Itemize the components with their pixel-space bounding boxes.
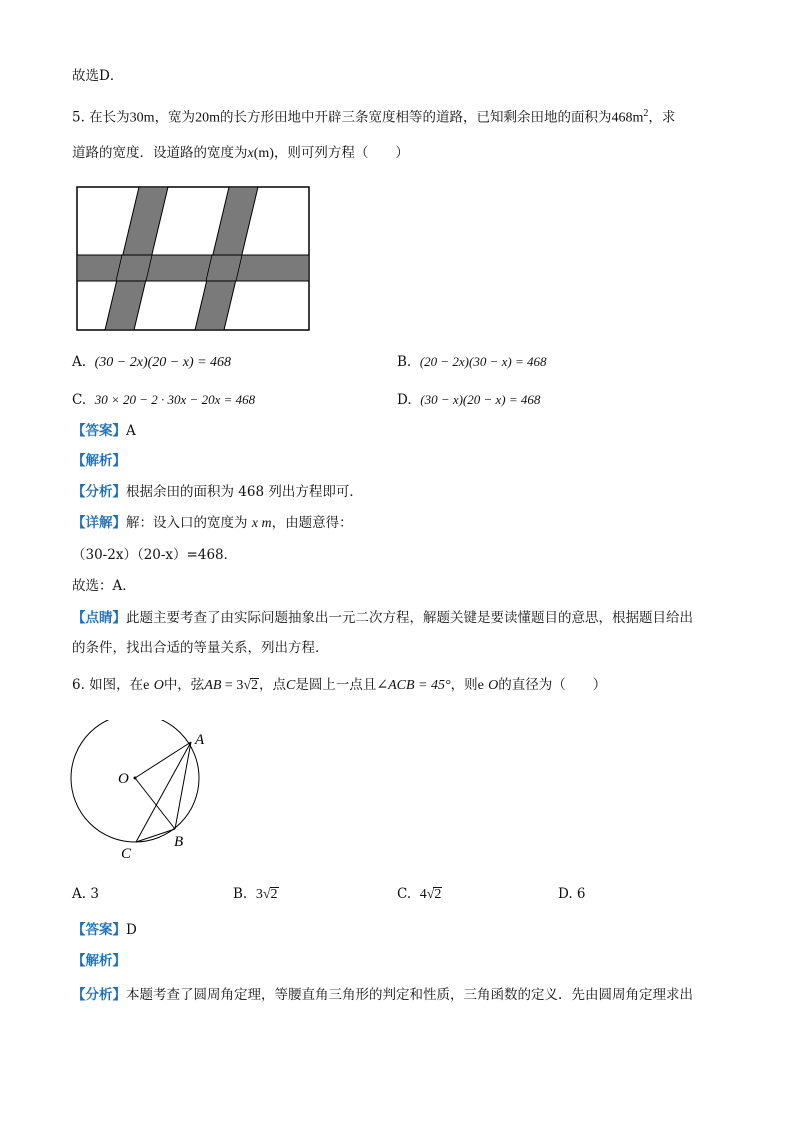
q6-answer: 【答案】D <box>72 922 137 938</box>
label-o: O <box>118 771 129 787</box>
q6-analysis-tag: 【解析】 <box>72 953 126 969</box>
q5-dianjing-line-2: 的条件，找出合适的等量关系，列出方程． <box>72 640 329 656</box>
prev-answer-line: 故选D． <box>72 68 124 84</box>
q5-fenxi: 【分析】根据余田的面积为 468 列出方程即可． <box>72 484 363 500</box>
label-a: A <box>195 732 205 748</box>
q6-fenxi: 【分析】本题考查了圆周角定理，等腰直角三角形的判定和性质，三角函数的定义．先由圆周角定理求出 <box>72 987 693 1003</box>
q6-line-1: 6. 如图，在e O中，弦AB = 3√2，点C是圆上一点且∠ACB = 45°，则e O的直径为（ ） <box>72 677 607 693</box>
q5-equation: （30-2x）（20-x）=468． <box>72 547 238 563</box>
horizontal-road <box>77 255 309 281</box>
circle-o <box>71 720 199 842</box>
q5-analysis-tag: 【解析】 <box>72 453 126 469</box>
q5-option-c: C. 30 × 20 − 2 · 30x − 20x = 468 <box>72 392 256 408</box>
q5-detail: 【详解】解：设入口的宽度为 x m，由题意得： <box>72 515 353 531</box>
q5-dianjing-line-1: 【点睛】此题主要考查了由实际问题抽象出一元二次方程，解题关键是要读懂题目的意思，根据题目给出 <box>72 610 693 626</box>
q5-field-diagram <box>76 186 312 332</box>
q6-circle-diagram <box>66 720 216 865</box>
q5-line-1: 5. 在长为30m，宽为20m的长方形田地中开辟三条宽度相等的道路，已知剩余田地的面积为$468m^2$，求 <box>72 108 676 126</box>
q5-line-2: 道路的宽度．设道路的宽度为x(m)，则可列方程（ ） <box>72 145 409 161</box>
q6-option-b: B. 3√2 <box>233 886 278 902</box>
q5-option-b: B. (20 − 2x)(30 − x) = 468 <box>397 354 547 370</box>
label-c: C <box>121 846 132 862</box>
q5-answer: 【答案】A <box>72 423 136 439</box>
q5-option-a: A. (30 − 2x)(20 − x) = 468 <box>72 354 232 370</box>
q6-option-c: C. 4√2 <box>397 886 442 902</box>
q6-option-a: A. 3 <box>72 886 99 902</box>
q5-choose: 故选：A． <box>72 578 136 594</box>
label-b: B <box>174 834 184 850</box>
q5-option-d: D. (30 − x)(20 − x) = 468 <box>397 392 541 408</box>
q6-option-d: D. 6 <box>558 886 586 902</box>
